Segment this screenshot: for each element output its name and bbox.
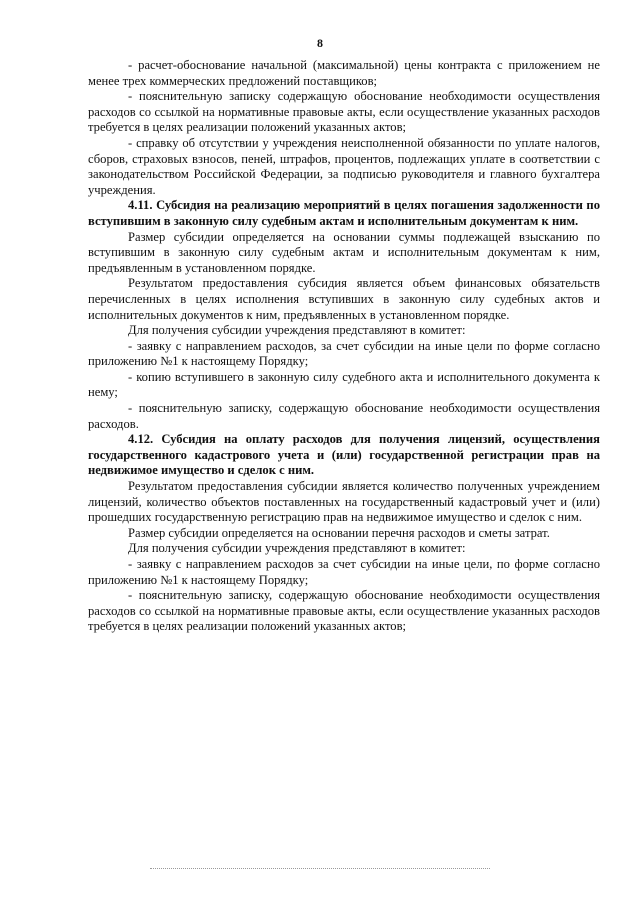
- paragraph-documents-intro-4-12: Для получения субсидии учреждения представляют в комитет:: [128, 541, 466, 556]
- list-item-application: - заявку с направлением расходов, за счет субсидии на иные цели по форме согласно приложению №1 к настоящему Порядку;: [88, 338, 600, 369]
- document-body: [88, 58, 600, 635]
- section-heading-4-12: 4.12. Субсидия на оплату расходов для получения лицензий, осуществления государственного кадастрового учета и (или) государственной регистрации прав на недвижимое имущество и сделок с ним.: [88, 432, 600, 478]
- paragraph-documents-intro-4-11: Для получения субсидии учреждения представляют в комитет:: [128, 323, 466, 338]
- paragraph-subsidy-amount-4-11: Размер субсидии определяется на основании суммы подлежащей взысканию по вступившим в законную силу судебным актам и исполнительным документам к ним, предъявленным в установленном порядке.: [88, 229, 600, 275]
- list-item-tax-certificate: - справку об отсутствии у учреждения неисполненной обязанности по уплате налогов, сборов, страховых взносов, пеней, штрафов, процентов, подлежащих уплате в соответствии с законодательством Российской Федерации, за подписью руководителя и главного бухгалтера учреждения.: [88, 135, 600, 197]
- paragraph-subsidy-result-4-12: Результатом предоставления субсидии является количество полученных учреждением лицензий, количество объектов поставленных на государственный кадастровый учет и (или) прошедших государственную регистрацию прав на недвижимое имущество и сделок с ним.: [88, 479, 600, 525]
- page-number: 8: [317, 36, 323, 50]
- list-item-explanatory-note: - пояснительную записку содержащую обоснование необходимости осуществления расходов со ссылкой на нормативные правовые акты, если осуществление указанных расходов требуется в целях реализации положений указанных актов;: [88, 89, 600, 135]
- list-item-price-justification: - расчет-обоснование начальной (максимальной) цены контракта с приложением не менее трех коммерческих предложений поставщиков;: [88, 58, 600, 88]
- bottom-divider: [150, 868, 490, 869]
- paragraph-subsidy-result-4-11: Результатом предоставления субсидия является объем финансовых обязательств перечисленных в целях исполнения вступивших в законную силу судебных актов и исполнительных документов к ним, предъявленных в установленном порядке.: [88, 276, 600, 322]
- list-item-court-act-copy: - копию вступившего в законную силу судебного акта и исполнительного документа к нему;: [88, 369, 600, 400]
- list-item-explanatory-note: - пояснительную записку, содержащую обоснование необходимости осуществления расходов со ссылкой на нормативные правовые акты, если осуществление указанных расходов требуется в целях реализации положений указанных актов;: [88, 588, 600, 634]
- section-heading-4-11: 4.11. Субсидия на реализацию мероприятий в целях погашения задолженности по вступившим в законную силу судебным актам и исполнительным документам к ним.: [88, 198, 600, 228]
- paragraph-subsidy-amount-4-12: Размер субсидии определяется на основании перечня расходов и сметы затрат.: [128, 525, 550, 540]
- list-item-application: - заявку с направлением расходов за счет субсидии на иные цели, по форме согласно приложению №1 к настоящему Порядку;: [88, 557, 600, 587]
- list-item-explanatory-note: - пояснительную записку, содержащую обоснование необходимости осуществления расходов.: [88, 401, 600, 431]
